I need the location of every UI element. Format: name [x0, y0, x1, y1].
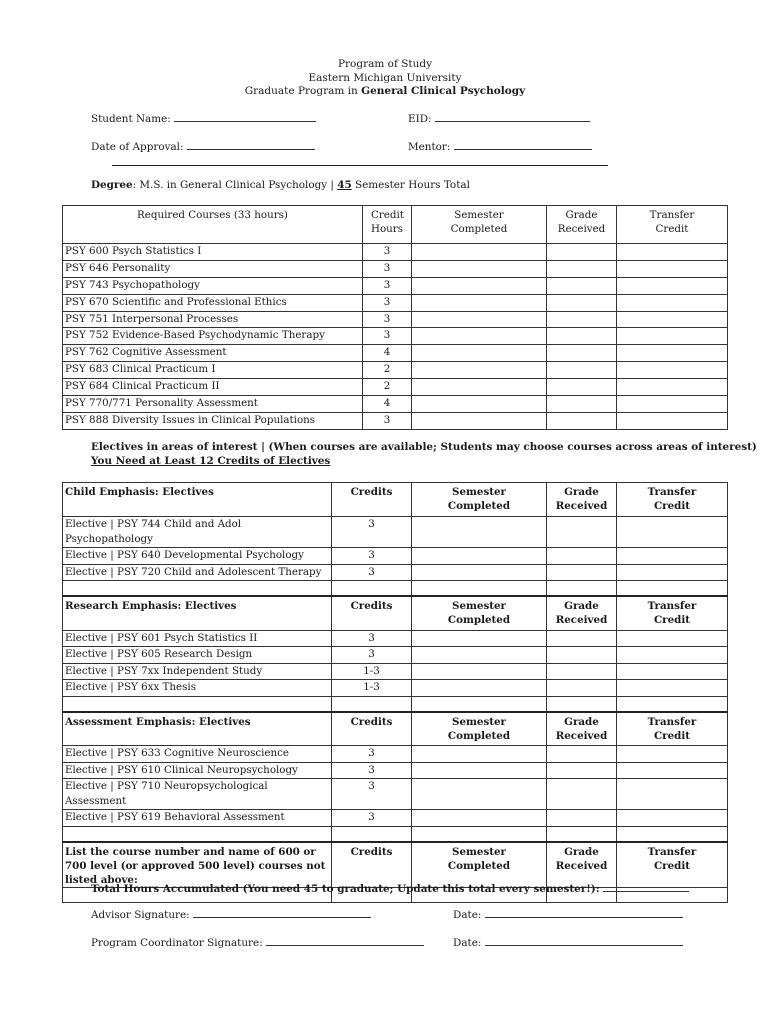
grade-received-cell[interactable] — [547, 244, 617, 261]
course-credits: 2 — [363, 362, 412, 379]
col-transfer-credit: Transfer Credit — [617, 842, 728, 888]
table-row — [63, 294, 728, 311]
elective-course-name: Elective | PSY 6xx Thesis — [63, 680, 332, 697]
transfer-credit-cell[interactable] — [617, 517, 728, 548]
table-row — [63, 746, 728, 763]
table-row — [63, 260, 728, 277]
elective-credits: 3 — [332, 548, 412, 565]
semester-completed-cell[interactable] — [412, 779, 547, 810]
divider — [112, 165, 608, 166]
col-required-courses: Required Courses (33 hours) — [63, 206, 363, 244]
col-credits: Credits — [332, 483, 412, 517]
transfer-credit-cell[interactable] — [617, 345, 728, 362]
table-row — [63, 564, 728, 581]
transfer-credit-cell[interactable] — [617, 277, 728, 294]
blank-cell[interactable] — [617, 581, 728, 597]
research-emphasis-title: Research Emphasis: Electives — [63, 596, 332, 630]
date-of-approval-blank[interactable] — [187, 139, 315, 150]
blank-cell[interactable] — [63, 581, 332, 597]
grade-received-cell[interactable] — [547, 396, 617, 413]
semester-completed-cell[interactable] — [412, 294, 547, 311]
student-name-blank[interactable] — [174, 111, 316, 122]
semester-completed-cell[interactable] — [412, 564, 547, 581]
table-row — [63, 762, 728, 779]
blank-cell[interactable] — [332, 826, 412, 842]
table-row — [63, 244, 728, 261]
table-row — [63, 680, 728, 697]
transfer-credit-cell[interactable] — [617, 412, 728, 429]
grade-received-cell[interactable] — [547, 379, 617, 396]
semester-completed-cell[interactable] — [412, 647, 547, 664]
grade-received-cell[interactable] — [547, 345, 617, 362]
blank-cell[interactable] — [617, 696, 728, 712]
assessment-emphasis-header-row — [63, 712, 728, 746]
grade-received-cell[interactable] — [547, 680, 617, 697]
program-name-bold: General Clinical Psychology — [361, 85, 526, 97]
advisor-date-field[interactable] — [453, 907, 683, 921]
blank-cell[interactable] — [63, 696, 332, 712]
transfer-credit-cell[interactable] — [617, 260, 728, 277]
eid-blank[interactable] — [435, 111, 590, 122]
transfer-credit-cell[interactable] — [617, 630, 728, 647]
elective-credits: 3 — [332, 647, 412, 664]
elective-course-name: Elective | PSY 633 Cognitive Neuroscience — [63, 746, 332, 763]
semester-completed-cell[interactable] — [412, 362, 547, 379]
course-name: PSY 743 Psychopathology — [63, 277, 363, 294]
elective-course-name: Elective | PSY 601 Psych Statistics II — [63, 630, 332, 647]
degree-text: : M.S. in General Clinical Psychology | — [132, 179, 338, 191]
blank-cell[interactable] — [547, 826, 617, 842]
form-title: Program of Study — [337, 58, 433, 70]
course-credits: 2 — [363, 379, 412, 396]
grade-received-cell[interactable] — [547, 564, 617, 581]
child-emphasis-title: Child Emphasis: Electives — [63, 483, 332, 517]
transfer-credit-cell[interactable] — [617, 746, 728, 763]
semester-completed-cell[interactable] — [412, 345, 547, 362]
blank-cell[interactable] — [332, 581, 412, 597]
table-row — [63, 810, 728, 827]
table-row — [63, 311, 728, 328]
course-credits: 3 — [363, 260, 412, 277]
transfer-credit-cell[interactable] — [617, 244, 728, 261]
grade-received-cell[interactable] — [547, 647, 617, 664]
table-row — [63, 277, 728, 294]
transfer-credit-cell[interactable] — [617, 810, 728, 827]
research-blank-row — [63, 696, 728, 712]
col-credits: Credits — [332, 842, 412, 888]
semester-completed-cell[interactable] — [412, 412, 547, 429]
program-name — [0, 84, 770, 98]
table-row — [63, 630, 728, 647]
elective-course-name: Elective | PSY 640 Developmental Psychology — [63, 548, 332, 565]
course-name: PSY 646 Personality — [63, 260, 363, 277]
total-hours-label: Total Hours Accumulated (You need 45 to graduate; Update this total every semester!): — [91, 883, 600, 895]
grade-received-cell[interactable] — [547, 630, 617, 647]
elective-course-name: Elective | PSY 720 Child and Adolescent Therapy — [63, 564, 332, 581]
date-of-approval-field[interactable] — [91, 139, 315, 153]
blank-cell[interactable] — [547, 581, 617, 597]
col-credit-hours: Credit Hours — [363, 206, 412, 244]
table-row — [63, 345, 728, 362]
advisor-signature-label: Advisor Signature: — [91, 909, 190, 921]
total-hours[interactable] — [91, 881, 689, 895]
elective-course-name: Elective | PSY 7xx Independent Study — [63, 663, 332, 680]
table-row — [63, 362, 728, 379]
transfer-credit-cell[interactable] — [617, 647, 728, 664]
semester-completed-cell[interactable] — [412, 260, 547, 277]
col-transfer-credit: Transfer Credit — [617, 206, 728, 244]
course-credits: 3 — [363, 412, 412, 429]
semester-completed-cell[interactable] — [412, 663, 547, 680]
research-emphasis-header-row — [63, 596, 728, 630]
coordinator-date-blank[interactable] — [485, 935, 683, 946]
grade-received-cell[interactable] — [547, 277, 617, 294]
grade-received-cell[interactable] — [547, 294, 617, 311]
blank-cell[interactable] — [547, 696, 617, 712]
elective-credits: 3 — [332, 746, 412, 763]
elective-course-name: Elective | PSY 710 Neuropsychological Assessment — [63, 779, 332, 810]
grade-received-cell[interactable] — [547, 762, 617, 779]
course-name: PSY 670 Scientific and Professional Ethics — [63, 294, 363, 311]
elective-course-name: Elective | PSY 610 Clinical Neuropsychology — [63, 762, 332, 779]
course-credits: 3 — [363, 244, 412, 261]
semester-completed-cell[interactable] — [412, 517, 547, 548]
semester-completed-cell[interactable] — [412, 379, 547, 396]
coordinator-date-field[interactable] — [453, 935, 683, 949]
transfer-credit-cell[interactable] — [617, 548, 728, 565]
grade-received-cell[interactable] — [547, 311, 617, 328]
semester-completed-cell[interactable] — [412, 548, 547, 565]
col-transfer-credit: Transfer Credit — [617, 596, 728, 630]
elective-course-name: Elective | PSY 619 Behavioral Assessment — [63, 810, 332, 827]
transfer-credit-cell[interactable] — [617, 564, 728, 581]
program-name-prefix: Graduate Program in — [244, 85, 362, 97]
transfer-credit-cell[interactable] — [617, 311, 728, 328]
course-credits: 3 — [363, 294, 412, 311]
university-name: Eastern Michigan University — [308, 72, 462, 84]
required-courses-body — [63, 244, 728, 430]
semester-completed-cell[interactable] — [412, 810, 547, 827]
elective-credits: 1-3 — [332, 663, 412, 680]
table-row — [63, 663, 728, 680]
advisor-date-label: Date: — [453, 909, 482, 921]
semester-completed-cell[interactable] — [412, 746, 547, 763]
semester-completed-cell[interactable] — [412, 311, 547, 328]
transfer-credit-cell[interactable] — [617, 762, 728, 779]
mentor-blank[interactable] — [454, 139, 592, 150]
grade-received-cell[interactable] — [547, 412, 617, 429]
elective-course-name: Elective | PSY 605 Research Design — [63, 647, 332, 664]
elective-credits: 3 — [332, 564, 412, 581]
grade-received-cell[interactable] — [547, 779, 617, 810]
child-emphasis-header-row — [63, 483, 728, 517]
blank-cell[interactable] — [63, 826, 332, 842]
coordinator-signature-label: Program Coordinator Signature: — [91, 937, 263, 949]
semester-completed-cell[interactable] — [412, 630, 547, 647]
col-credits: Credits — [332, 596, 412, 630]
elective-credits: 3 — [332, 810, 412, 827]
grade-received-cell[interactable] — [547, 663, 617, 680]
course-credits: 3 — [363, 277, 412, 294]
course-credits: 4 — [363, 396, 412, 413]
elective-credits: 1-3 — [332, 680, 412, 697]
col-grade-received: Grade Received — [547, 483, 617, 517]
blank-cell[interactable] — [617, 826, 728, 842]
table-row — [63, 328, 728, 345]
mentor-field[interactable] — [408, 139, 592, 153]
electives-requirement: You Need at Least 12 Credits of Electives — [91, 455, 331, 467]
coordinator-signature-field[interactable] — [91, 935, 424, 949]
table-row — [63, 779, 728, 810]
advisor-date-blank[interactable] — [485, 907, 683, 918]
elective-credits: 3 — [332, 762, 412, 779]
course-name: PSY 762 Cognitive Assessment — [63, 345, 363, 362]
table-row — [63, 396, 728, 413]
transfer-credit-cell[interactable] — [617, 362, 728, 379]
transfer-credit-cell[interactable] — [617, 680, 728, 697]
transfer-credit-cell[interactable] — [617, 379, 728, 396]
electives-body — [63, 483, 728, 903]
advisor-signature-blank[interactable] — [193, 907, 371, 918]
student-name-label: Student Name: — [91, 113, 171, 125]
table-row — [63, 379, 728, 396]
blank-cell[interactable] — [332, 696, 412, 712]
coordinator-date-label: Date: — [453, 937, 482, 949]
course-credits: 4 — [363, 345, 412, 362]
elective-credits: 3 — [332, 779, 412, 810]
total-hours-blank[interactable] — [603, 881, 689, 892]
eid-label: EID: — [408, 113, 432, 125]
semester-completed-cell[interactable] — [412, 762, 547, 779]
assessment-emphasis-title: Assessment Emphasis: Electives — [63, 712, 332, 746]
grade-received-cell[interactable] — [547, 517, 617, 548]
col-credits: Credits — [332, 712, 412, 746]
course-credits: 3 — [363, 311, 412, 328]
semester-completed-cell[interactable] — [412, 328, 547, 345]
required-courses-table — [62, 205, 728, 430]
col-transfer-credit: Transfer Credit — [617, 712, 728, 746]
grade-received-cell[interactable] — [547, 260, 617, 277]
col-semester-completed: Semester Completed — [412, 712, 547, 746]
coordinator-signature-blank[interactable] — [266, 935, 424, 946]
transfer-credit-cell[interactable] — [617, 294, 728, 311]
elective-credits: 3 — [332, 517, 412, 548]
blank-cell[interactable] — [412, 826, 547, 842]
grade-received-cell[interactable] — [547, 328, 617, 345]
col-semester-completed: Semester Completed — [412, 483, 547, 517]
course-name: PSY 683 Clinical Practicum I — [63, 362, 363, 379]
course-name: PSY 600 Psych Statistics I — [63, 244, 363, 261]
transfer-credit-cell[interactable] — [617, 328, 728, 345]
blank-cell[interactable] — [412, 696, 547, 712]
semester-completed-cell[interactable] — [412, 244, 547, 261]
degree-line — [91, 179, 470, 191]
semester-completed-cell[interactable] — [412, 680, 547, 697]
course-name: PSY 751 Interpersonal Processes — [63, 311, 363, 328]
table-row — [63, 412, 728, 429]
electives-intro: Electives in areas of interest | (When courses are available; Students may choose courses across areas of interest) — [91, 441, 757, 453]
transfer-credit-cell[interactable] — [617, 779, 728, 810]
transfer-credit-cell[interactable] — [617, 663, 728, 680]
course-name: PSY 770/771 Personality Assessment — [63, 396, 363, 413]
assessment-blank-row — [63, 826, 728, 842]
electives-table — [62, 482, 728, 903]
degree-text-end: Semester Hours Total — [351, 179, 470, 191]
elective-course-name: Elective | PSY 744 Child and Adol Psychopathology — [63, 517, 332, 548]
child-blank-row — [63, 581, 728, 597]
col-grade-received: Grade Received — [547, 596, 617, 630]
col-semester-completed: Semester Completed — [412, 206, 547, 244]
grade-received-cell[interactable] — [547, 362, 617, 379]
course-name: PSY 752 Evidence-Based Psychodynamic Therapy — [63, 328, 363, 345]
eid-field[interactable] — [408, 111, 590, 125]
col-grade-received: Grade Received — [547, 842, 617, 888]
course-name: PSY 888 Diversity Issues in Clinical Populations — [63, 412, 363, 429]
col-semester-completed: Semester Completed — [412, 596, 547, 630]
col-semester-completed: Semester Completed — [412, 842, 547, 888]
course-name: PSY 684 Clinical Practicum II — [63, 379, 363, 396]
semester-completed-cell[interactable] — [412, 277, 547, 294]
table-row — [63, 647, 728, 664]
col-grade-received: Grade Received — [547, 712, 617, 746]
semester-completed-cell[interactable] — [412, 396, 547, 413]
student-name-field[interactable] — [91, 111, 316, 125]
col-grade-received: Grade Received — [547, 206, 617, 244]
degree-hours: 45 — [337, 179, 352, 191]
table-row — [63, 517, 728, 548]
degree-label: Degree — [91, 179, 133, 191]
elective-credits: 3 — [332, 630, 412, 647]
course-credits: 3 — [363, 328, 412, 345]
mentor-label: Mentor: — [408, 141, 451, 153]
transfer-credit-cell[interactable] — [617, 396, 728, 413]
date-of-approval-label: Date of Approval: — [91, 141, 184, 153]
advisor-signature-field[interactable] — [91, 907, 371, 921]
grade-received-cell[interactable] — [547, 548, 617, 565]
col-transfer-credit: Transfer Credit — [617, 483, 728, 517]
grade-received-cell[interactable] — [547, 810, 617, 827]
other-courses-title: List the course number and name of 600 or 700 level (or approved 500 level) courses not listed above: — [63, 842, 332, 888]
table-header-row — [63, 206, 728, 244]
table-row — [63, 548, 728, 565]
blank-cell[interactable] — [412, 581, 547, 597]
grade-received-cell[interactable] — [547, 746, 617, 763]
